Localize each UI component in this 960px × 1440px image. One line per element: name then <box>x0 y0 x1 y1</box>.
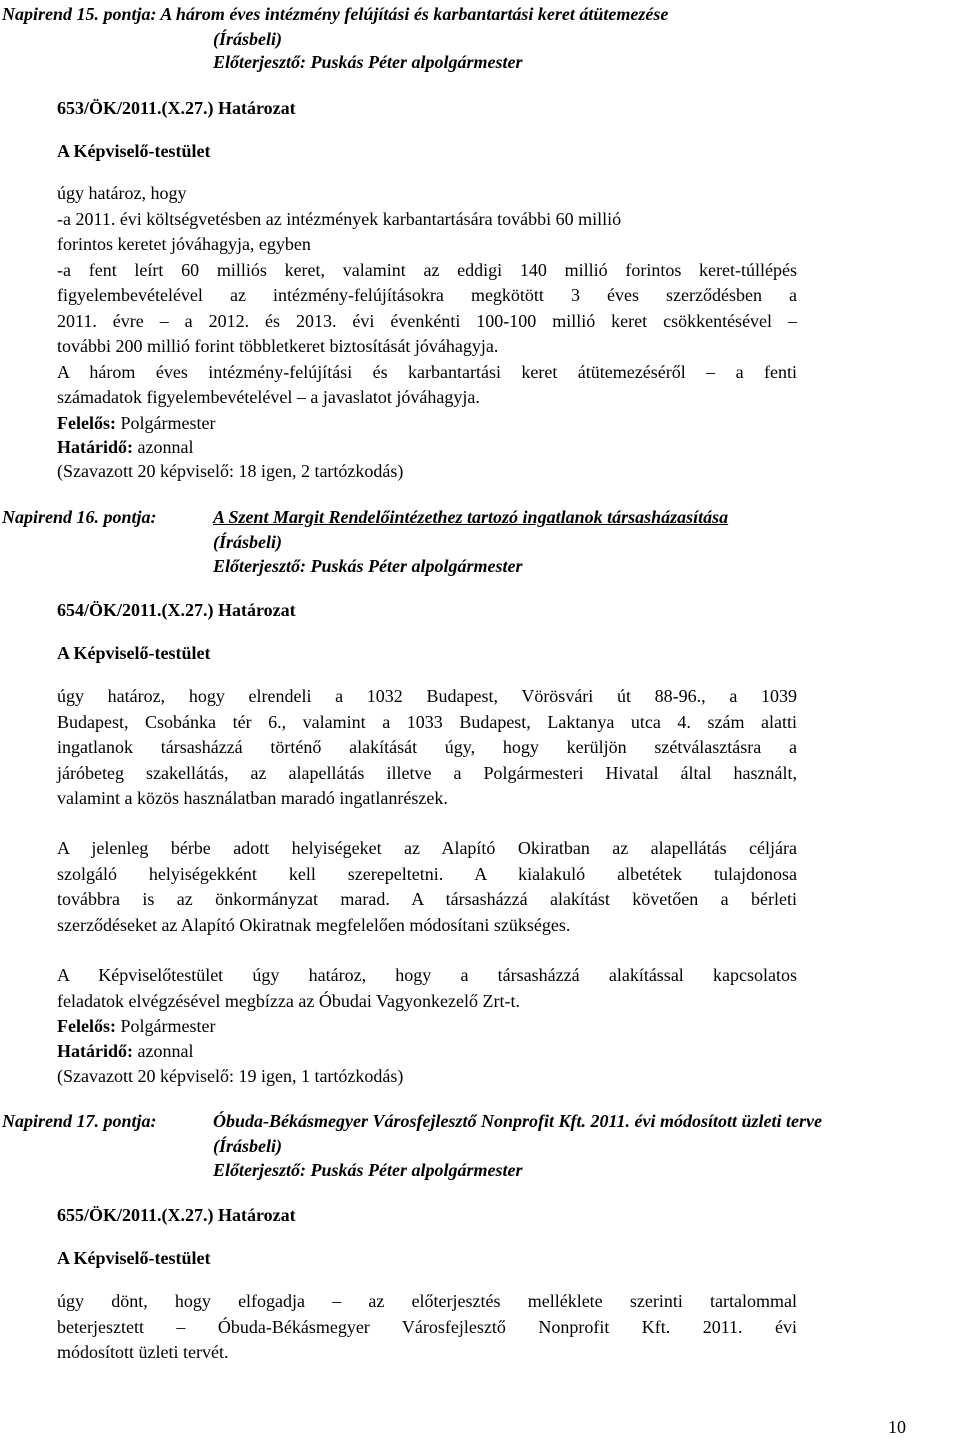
text-line: figyelembevételével az intézmény-felújításokra megkötött 3 éves szerződésben a <box>57 285 797 305</box>
item15-heading: Napirend 15. pontja: A három éves intézmény felújítási és karbantartási keret átütemezése <box>2 4 669 24</box>
item16-presenter: Előterjesztő: Puskás Péter alpolgármester <box>213 556 523 576</box>
deadline-value: azonnal <box>137 437 194 457</box>
item17-presenter: Előterjesztő: Puskás Péter alpolgármester <box>213 1160 523 1180</box>
text-line: -a 2011. évi költségvetésben az intézmények karbantartására további 60 millió <box>57 208 622 229</box>
text-line: -a fent leírt 60 milliós keret, valamint az eddigi 140 millió forintos keret-túllépés <box>57 259 797 280</box>
text-line: Budapest, Csobánka tér 6., valamint a 1033 Budapest, Laktanya utca 4. szám alatti <box>57 711 797 732</box>
text-line: A Képviselőtestület úgy határoz, hogy a társasházzá alakítással kapcsolatos <box>57 965 797 985</box>
item15-resolution-number: 653/ÖK/2011.(X.27.) Határozat <box>57 98 296 118</box>
item16-deadline <box>57 1039 193 1063</box>
deadline-value: azonnal <box>137 1041 194 1061</box>
item15-responsible <box>57 411 215 435</box>
text-line: ingatlanok társasházzá történő alakítását úgy, hogy kerüljön szétválasztásra a <box>57 737 797 757</box>
deadline-label: Határidő: <box>57 1041 133 1061</box>
text-line: szolgáló helyiségekként kell szerepeltetni. A kialakuló albetétek tulajdonosa <box>57 863 797 884</box>
page-number: 10 <box>888 1417 906 1437</box>
text-line: módosított üzleti tervét. <box>57 1342 229 1362</box>
agenda-prefix: Napirend 17. pontja: <box>2 1111 157 1131</box>
item16-title: A Szent Margit Rendelőintézethez tartozó ingatlanok társasházasítása <box>213 507 729 527</box>
item17-body-name: A Képviselő-testület <box>57 1248 211 1268</box>
item16-heading <box>2 505 157 529</box>
text-line: beterjesztett – Óbuda-Békásmegyer Városfejlesztő Nonprofit Kft. 2011. évi <box>57 1316 797 1337</box>
deadline-label: Határidő: <box>57 437 133 457</box>
item16-paragraph-3 <box>57 963 797 1014</box>
text-line: forintos keretet jóváhagyja, egyben <box>57 234 311 254</box>
text-line: számadatok figyelembevételével – a javaslatot jóváhagyja. <box>57 387 480 407</box>
item15-deadline <box>57 435 193 459</box>
agenda-prefix: Napirend 16. pontja: <box>2 507 157 527</box>
responsible-value: Polgármester <box>120 413 216 433</box>
item16-responsible <box>57 1014 215 1038</box>
item17-paragraph-1 <box>57 1289 797 1366</box>
responsible-label: Felelős: <box>57 413 116 433</box>
text-line: járóbeteg szakellátás, az alapellátás illetve a Polgármesteri Hivatal által használt, <box>57 762 797 783</box>
text-line: úgy határoz, hogy <box>57 183 187 203</box>
item16-paragraph-2 <box>57 836 797 938</box>
text-line: feladatok elvégzésével megbízza az Óbudai Vagyonkezelő Zrt-t. <box>57 990 520 1011</box>
text-line: továbbra is az önkormányzat marad. A társasházzá alakítást követően a bérleti <box>57 889 797 909</box>
text-line: 2011. évre – a 2012. és 2013. évi évenkénti 100-100 millió keret csökkentésével – <box>57 310 797 331</box>
text-line: A jelenleg bérbe adott helyiségeket az Alapító Okiratban az alapellátás céljára <box>57 838 797 858</box>
item17-resolution-number: 655/ÖK/2011.(X.27.) Határozat <box>57 1205 296 1225</box>
item16-resolution-number: 654/ÖK/2011.(X.27.) Határozat <box>57 600 296 620</box>
item17-title: Óbuda-Békásmegyer Városfejlesztő Nonprofit Kft. 2011. évi módosított üzleti terve <box>213 1111 822 1131</box>
item15-written-label: (Írásbeli) <box>213 29 282 49</box>
text-line: A három éves intézmény-felújítási és karbantartási keret átütemezéséről – a fenti <box>57 361 797 382</box>
item15-vote-result: (Szavazott 20 képviselő: 18 igen, 2 tartózkodás) <box>57 461 404 481</box>
item17-written-label: (Írásbeli) <box>213 1136 282 1156</box>
item15-body-name: A Képviselő-testület <box>57 141 211 161</box>
text-line: úgy határoz, hogy elrendeli a 1032 Budapest, Vörösvári út 88-96., a 1039 <box>57 686 797 706</box>
item15-presenter: Előterjesztő: Puskás Péter alpolgármester <box>213 52 523 72</box>
text-line: további 200 millió forint többletkeret biztosítását jóváhagyja. <box>57 336 499 356</box>
item16-paragraph-1 <box>57 684 797 812</box>
text-line: úgy dönt, hogy elfogadja – az előterjesztés melléklete szerinti tartalommal <box>57 1291 797 1311</box>
item15-resolution-text <box>57 181 797 411</box>
item16-vote-result: (Szavazott 20 képviselő: 19 igen, 1 tartózkodás) <box>57 1066 404 1086</box>
text-line: szerződéseket az Alapító Okiratnak megfelelően módosítani szükséges. <box>57 914 571 935</box>
text-line: valamint a közös használatban maradó ingatlanrészek. <box>57 788 448 808</box>
responsible-value: Polgármester <box>120 1016 216 1036</box>
responsible-label: Felelős: <box>57 1016 116 1036</box>
item16-written-label: (Írásbeli) <box>213 532 282 552</box>
item16-body-name: A Képviselő-testület <box>57 643 211 663</box>
item17-heading <box>2 1109 157 1133</box>
